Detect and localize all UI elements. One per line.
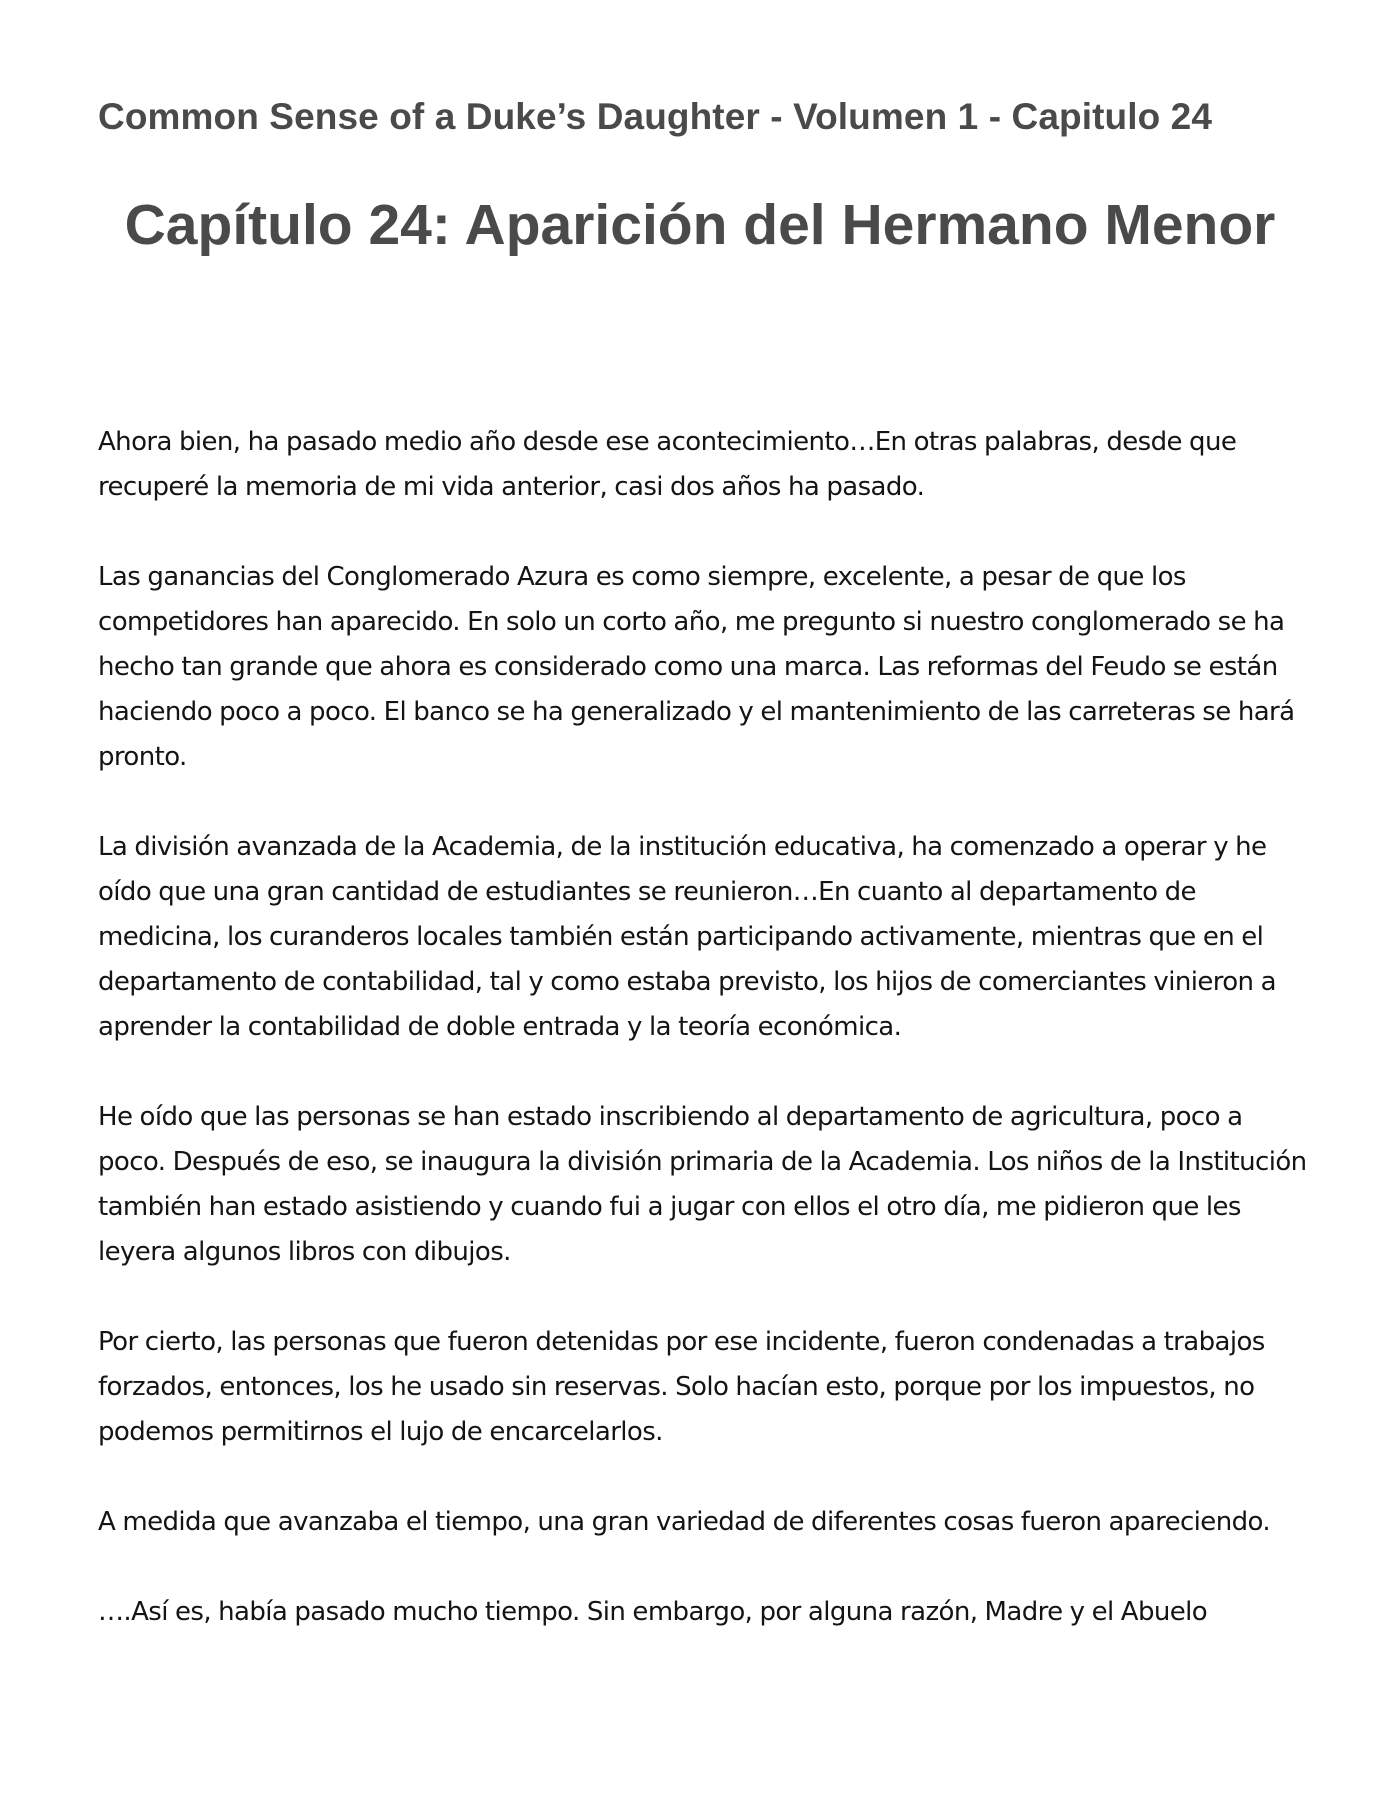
paragraph: He oído que las personas se han estado inscribiendo al departamento de agricultura, poco a poco. Después de eso, se inaugura la división primaria de la Academia. Los niños de la Institución también han estado asistiendo y cuando fui a jugar con ellos el otro día, me pidieron que les leyera algunos libros con dibujos.: [98, 1102, 1307, 1267]
paragraph: Por cierto, las personas que fueron detenidas por ese incidente, fueron condenadas a trabajos forzados, entonces, los he usado sin reservas. Solo hacían esto, porque por los impuestos, no podemos permitirnos el lujo de encarcelarlos.: [98, 1327, 1265, 1447]
paragraph: ….Así es, había pasado mucho tiempo. Sin embargo, por alguna razón, Madre y el Abuelo: [98, 1597, 1208, 1627]
series-header: Common Sense of a Duke’s Daughter - Volumen 1 - Capitulo 24: [98, 96, 1213, 137]
chapter-body: [98, 420, 1310, 1680]
paragraph: Ahora bien, ha pasado medio año desde ese acontecimiento…En otras palabras, desde que recuperé la memoria de mi vida anterior, casi dos años ha pasado.: [98, 427, 1237, 502]
paragraph: A medida que avanzaba el tiempo, una gran variedad de diferentes cosas fueron apareciendo.: [98, 1507, 1270, 1537]
paragraph: La división avanzada de la Academia, de la institución educativa, ha comenzado a operar y he oído que una gran cantidad de estudiantes se reunieron…En cuanto al departamento de medicina, los curanderos locales también están participando activamente, mientras que en el departamento de contabilidad, tal y como estaba previsto, los hijos de comerciantes vinieron a aprender la contabilidad de doble entrada y la teoría económica.: [98, 832, 1276, 1042]
paragraph: Las ganancias del Conglomerado Azura es como siempre, excelente, a pesar de que los competidores han aparecido. En solo un corto año, me pregunto si nuestro conglomerado se ha hecho tan grande que ahora es considerado como una marca. Las reformas del Feudo se están haciendo poco a poco. El banco se ha generalizado y el mantenimiento de las carreteras se hará pronto.: [98, 562, 1295, 772]
chapter-title: Capítulo 24: Aparición del Hermano Menor: [124, 193, 1276, 257]
